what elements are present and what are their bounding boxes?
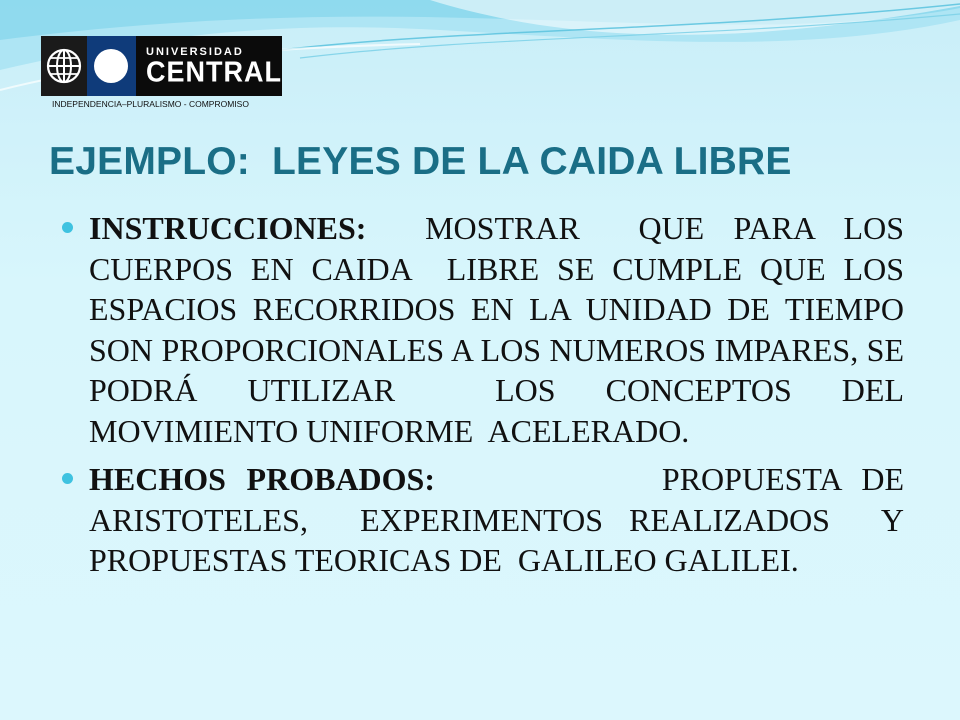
bullet-hechos-probados <box>62 459 912 581</box>
bullet-body: MOSTRAR QUE PARA LOS CUERPOS EN CAIDA LIBRE SE CUMPLE QUE LOS ESPACIOS RECORRIDOS EN LA UNIDAD DE TIEMPO SON PROPORCIONALES A LOS NUMEROS IMPARES, SE PODRÁ UTILIZAR LOS CONCEPTOS DEL MOVIMIENTO UNIFORME ACELERADO. <box>89 210 913 449</box>
university-motto: INDEPENDENCIA–PLURALISMO - COMPROMISO <box>52 99 249 109</box>
bullet-icon <box>62 222 73 233</box>
logo-wordmark <box>136 36 282 96</box>
bullet-heading: INSTRUCCIONES: <box>89 210 367 246</box>
slide-body <box>62 208 913 589</box>
globe-icon <box>41 36 87 96</box>
bullet-text <box>89 208 913 451</box>
bullet-text <box>89 459 912 581</box>
bullet-icon <box>62 473 73 484</box>
bullet-body: PROPUESTA DE ARISTOTELES, EXPERIMENTOS REALIZADOS Y PROPUESTAS TEORICAS DE GALILEO GALILEI. <box>89 461 912 578</box>
slide-title: EJEMPLO: LEYES DE LA CAIDA LIBRE <box>49 140 792 183</box>
bullet-instrucciones <box>62 208 913 451</box>
university-logo <box>41 36 282 96</box>
bullet-heading: HECHOS PROBADOS: <box>89 461 436 497</box>
logo-line2: CENTRAL <box>146 56 282 88</box>
logo-line1: UNIVERSIDAD <box>146 46 244 58</box>
logo-circle-emblem <box>87 36 136 96</box>
